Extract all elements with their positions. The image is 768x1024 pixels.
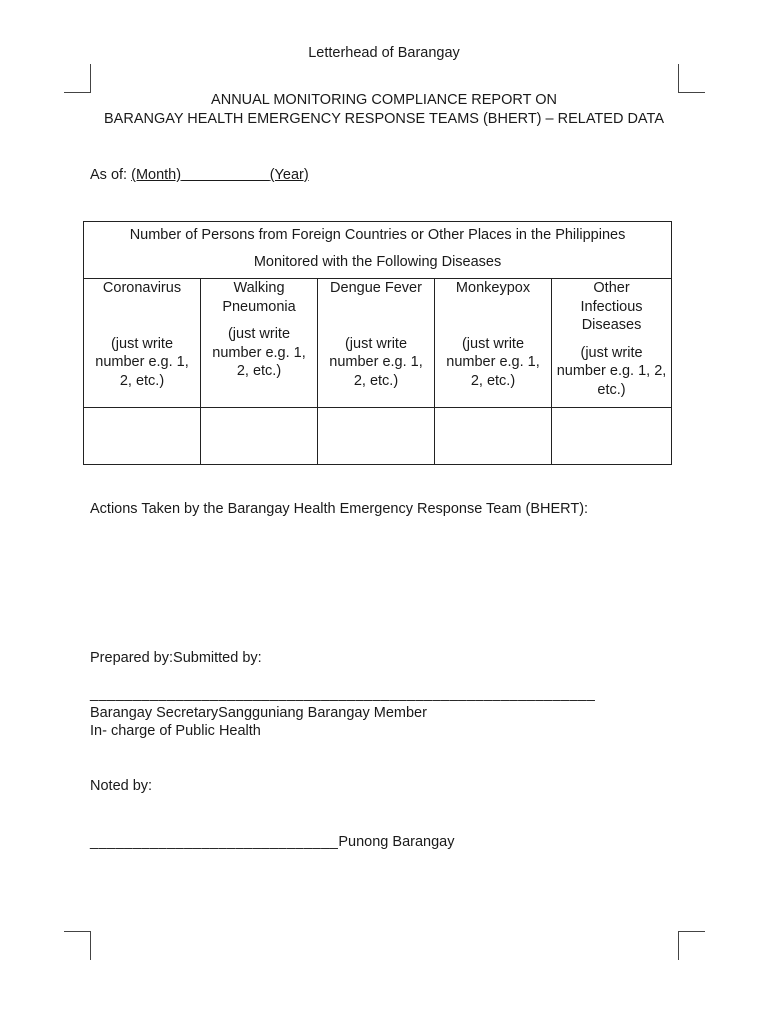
title-line-2: BARANGAY HEALTH EMERGENCY RESPONSE TEAMS (BHERT) – RELATED DATA (104, 111, 664, 127)
column-hint: (just write number e.g. 1, 2, etc.) (212, 326, 306, 379)
as-of-month: (Month) (Year) (131, 167, 309, 183)
noted-by-label: Noted by: (90, 778, 153, 794)
punong-barangay-label: Punong Barangay (338, 834, 455, 850)
entry-cell-other-infectious-diseases[interactable] (552, 408, 672, 465)
column-hint: (just write number e.g. 1, 2, etc.) (329, 335, 423, 389)
column-name: Dengue Fever (330, 280, 422, 296)
table-header-line-2: Monitored with the Following Diseases (253, 254, 502, 270)
table-entry-row (84, 408, 672, 465)
column-name: Monkeypox (455, 280, 531, 296)
column-name: Other Infectious Diseases (580, 280, 643, 333)
column-hint: (just write number e.g. 1, 2, etc.) (556, 344, 667, 398)
column-hint: (just write number e.g. 1, 2, etc.) (446, 335, 540, 389)
table-columns-row (84, 279, 672, 408)
disease-monitoring-table (83, 221, 672, 465)
entry-cell-coronavirus[interactable] (84, 408, 201, 465)
entry-cell-walking-pneumonia[interactable] (201, 408, 318, 465)
column-other-infectious-diseases (552, 279, 672, 408)
corner-mark-top-left (64, 64, 91, 93)
column-hint: (just write number e.g. 1, 2, etc.) (95, 335, 189, 389)
title-line-1: ANNUAL MONITORING COMPLIANCE REPORT ON (211, 92, 557, 108)
table-header-row (84, 222, 672, 279)
letterhead: Letterhead of Barangay (308, 45, 460, 61)
as-of-label: As of: (90, 167, 128, 183)
column-name: Walking Pneumonia (222, 280, 296, 315)
column-name: Coronavirus (102, 280, 182, 296)
signatories-line-1: Barangay SecretarySangguniang Barangay Member (90, 705, 427, 721)
column-monkeypox (435, 279, 552, 408)
as-of-row (90, 167, 309, 183)
corner-mark-bottom-right (678, 931, 705, 960)
table-header-line-1: Number of Persons from Foreign Countries or Other Places in the Philippines (129, 227, 626, 243)
as-of-year: (Year) (269, 167, 309, 183)
signature-line-long: ___________________________________________________________ (90, 686, 596, 702)
column-walking-pneumonia (201, 279, 318, 408)
entry-cell-dengue-fever[interactable] (318, 408, 435, 465)
corner-mark-top-right (678, 64, 705, 93)
signatories-line-2: In- charge of Public Health (90, 723, 261, 739)
signature-line-short: _____________________________ (90, 834, 339, 850)
column-dengue-fever (318, 279, 435, 408)
entry-cell-monkeypox[interactable] (435, 408, 552, 465)
actions-taken-label: Actions Taken by the Barangay Health Emergency Response Team (BHERT): (90, 501, 589, 517)
prepared-submitted-label: Prepared by:Submitted by: (90, 650, 262, 666)
column-coronavirus (84, 279, 201, 408)
corner-mark-bottom-left (64, 931, 91, 960)
table-header-cell (84, 222, 672, 279)
punong-barangay-row (90, 834, 454, 850)
